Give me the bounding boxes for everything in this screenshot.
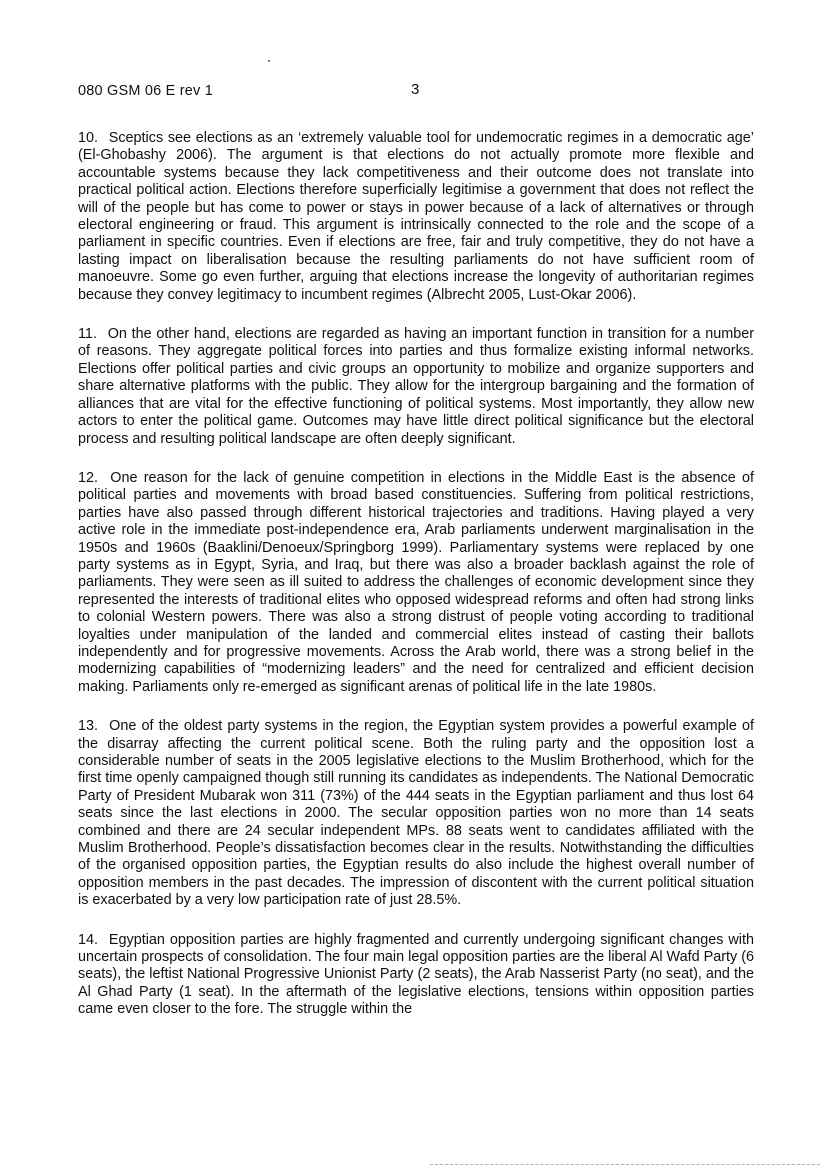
scan-edge-line bbox=[430, 1164, 820, 1165]
document-reference: 080 GSM 06 E rev 1 bbox=[78, 83, 213, 99]
paragraph-13 bbox=[78, 718, 754, 909]
paragraph-number: 13. bbox=[78, 718, 99, 735]
paragraph-text: Sceptics see elections as an ‘extremely valuable tool for undemocratic regimes in a democratic age’ (El-Ghobashy 2006). The argument is that elections do not actually promote more flexible and accountable systems because they lack competitiveness and their outcome does not translate into practical political action. Elections therefore superficially legitimise a government that does not reflect the will of the people but has come to power or stays in power because of a lack of alternatives or through electoral engineering or fraud. This argument is intrinsically connected to the role and the scope of a parliament in specific countries. Even if elections are free, fair and truly competitive, they do not have a lasting impact on liberalisation because the resulting parliaments do not have sufficient room of manoeuvre. Some go even further, arguing that elections increase the longevity of authoritarian regimes because they convey legitimacy to incumbent regimes (Albrecht 2005, Lust-Okar 2006). bbox=[78, 130, 754, 303]
paragraph-text: One reason for the lack of genuine competition in elections in the Middle East is the absence of political parties and movements with broad based constituencies. Suffering from political restrictions, parties have also passed through different historical trajectories and traditions. Having played a very active role in the immediate post-independence era, Arab parliaments underwent marginalisation in the 1950s and 1960s (Baaklini/Denoeux/Springborg 1999). Parliamentary systems were replaced by one party systems as in Egypt, Syria, and Iraq, but there was also a broader backlash against the role of parliaments. They were seen as ill suited to address the challenges of economic development since they represented the interests of traditional elites who opposed widespread reforms and often had strong links to colonial Western powers. There was also a strong distrust of people voting according to traditional loyalties under manipulation of the landed and commercial elites instead of casting their ballots independently and for progressive movements. Across the Arab world, there was a strong belief in the modernizing capabilities of “modernizing leaders” and the need for centralized and efficient decision making. Parliaments only re-emerged as significant arenas of political life in the late 1980s. bbox=[78, 469, 754, 695]
scan-speck bbox=[268, 60, 270, 62]
paragraph-number: 10. bbox=[78, 130, 99, 146]
paragraph-number: 12. bbox=[78, 469, 99, 486]
paragraph-number: 14. bbox=[78, 931, 99, 948]
paragraph-text: Egyptian opposition parties are highly fragmented and currently undergoing significant changes with uncertain prospects of consolidation. The four main legal opposition parties are the liberal Al Wafd Party (6 seats), the leftist National Progressive Unionist Party (2 seats), the Arab Nasserist Party (no seat), and the Al Ghad Party (1 seat). In the aftermath of the legislative elections, tensions within opposition parties came even closer to the fore. The struggle within the bbox=[78, 931, 754, 1018]
paragraph-14 bbox=[78, 932, 754, 1019]
page-number: 3 bbox=[411, 81, 420, 98]
document-body bbox=[78, 130, 754, 1041]
paragraph-11 bbox=[78, 326, 754, 448]
paragraph-number: 11. bbox=[78, 326, 97, 343]
paragraph-12 bbox=[78, 470, 754, 696]
paragraph-text: One of the oldest party systems in the region, the Egyptian system provides a powerful example of the disarray affecting the current political scene. Both the ruling party and the opposition lost a considerable number of seats in the 2005 legislative elections to the Muslim Brotherhood, which for the first time openly campaigned though still running its candidates as independents. The National Democratic Party of President Mubarak won 311 (73%) of the 444 seats in the Egyptian parliament and thus lost 64 seats since the last elections in 2000. The secular opposition parties won no more than 14 seats combined and there are 24 secular independent MPs. 88 seats went to candidates affiliated with the Muslim Brotherhood. People’s dissatisfaction becomes clear in the results. Notwithstanding the difficulties of the organised opposition parties, the Egyptian results do also include the highest overall number of opposition members in the past decades. The impression of discontent with the current political situation is exacerbated by a very low participation rate of just 28.5%. bbox=[78, 718, 754, 909]
paragraph-10 bbox=[78, 130, 754, 304]
paragraph-text: On the other hand, elections are regarded as having an important function in transition for a number of reasons. They aggregate political forces into parties and thus formalize existing informal networks. Elections offer political parties and civic groups an opportunity to mobilize and organize supporters and share alternative platforms with the public. They allow for the intergroup bargaining and the formation of alliances that are vital for the effective functioning of political systems. Most importantly, they allow new actors to enter the political game. Outcomes may have little direct political significance but the electoral process and resulting political landscape are often deeply significant. bbox=[78, 326, 754, 447]
